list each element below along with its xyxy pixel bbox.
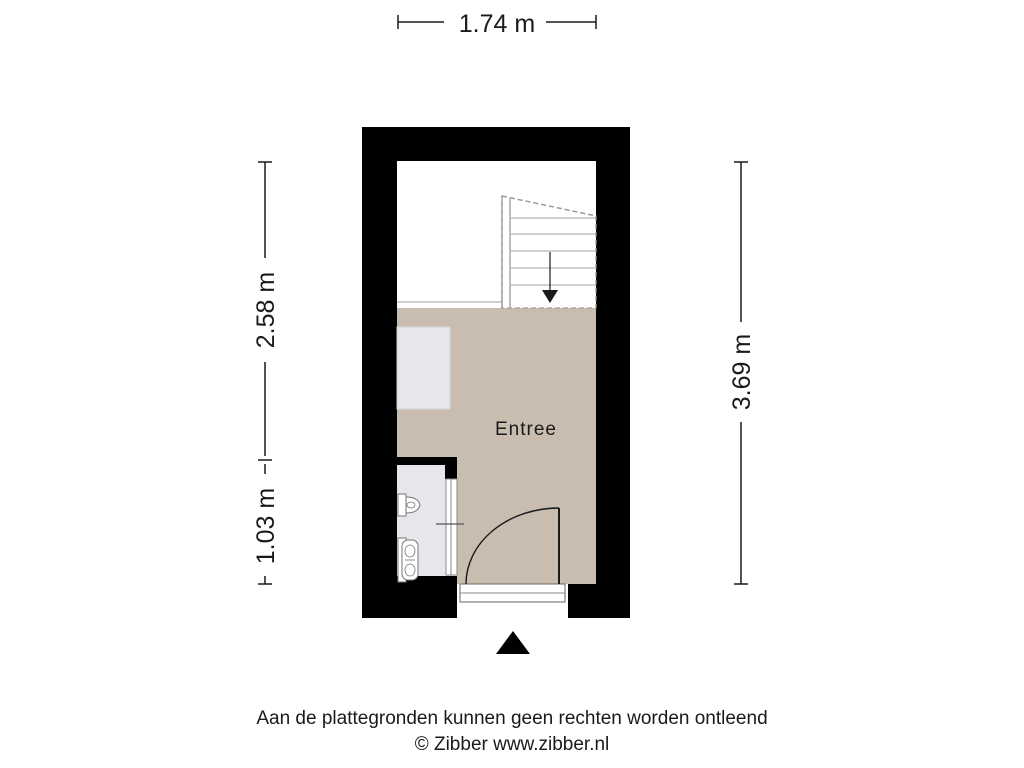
footer-copyright: © Zibber www.zibber.nl [414,734,610,755]
room-label-entree: Entree [495,419,557,440]
dimension-left-upper-label: 2.58 m [252,271,280,349]
dimension-right-label: 3.69 m [728,333,756,411]
sink-icon [398,538,418,582]
entrance-triangle-icon [496,631,530,654]
dimension-width-label: 1.74 m [458,10,536,38]
dimension-left-lower-label: 1.03 m [252,487,280,565]
built-in-cabinet [397,327,450,409]
footer-disclaimer: Aan de plattegronden kunnen geen rechten worden ontleend [256,708,768,729]
